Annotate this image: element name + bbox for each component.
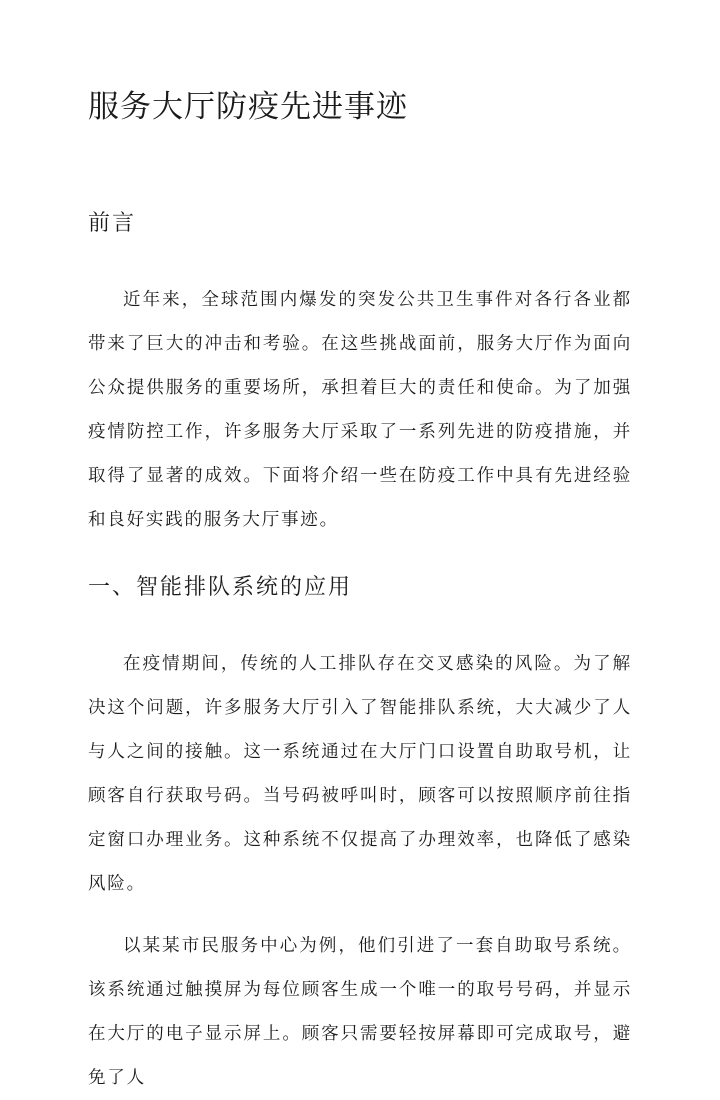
paragraph-preface: 近年来，全球范围内爆发的突发公共卫生事件对各行各业都带来了巨大的冲击和考验。在这些挑战面前，服务大厅作为面向公众提供服务的重要场所，承担着巨大的责任和使命。为了加强疫情防控工作，许多服务大厅采取了一系列先进的防疫措施，并取得了显著的成效。下面将介绍一些在防疫工作中具有先进经验和良好实践的服务大厅事迹。	[88, 290, 632, 530]
document-title: 服务大厅防疫先进事迹	[88, 89, 408, 125]
section-heading-preface: 前言	[88, 211, 137, 236]
document-body	[88, 78, 632, 1100]
paragraph-smart-queue-example: 以某某市民服务中心为例，他们引进了一套自助取号系统。该系统通过触摸屏为每位顾客生成一个唯一的取号号码，并显示在大厅的电子显示屏上。顾客只需要轻按屏幕即可完成取号，避免了人	[88, 936, 632, 1088]
section-heading-smart-queue: 一、智能排队系统的应用	[88, 575, 353, 600]
paragraph-smart-queue-intro: 在疫情期间，传统的人工排队存在交叉感染的风险。为了解决这个问题，许多服务大厅引入了智能排队系统，大大减少了人与人之间的接触。这一系统通过在大厅门口设置自助取号机，让顾客自行获取号码。当号码被呼叫时，顾客可以按照顺序前往指定窗口办理业务。这种系统不仅提高了办理效率，也降低了感染风险。	[88, 654, 632, 894]
